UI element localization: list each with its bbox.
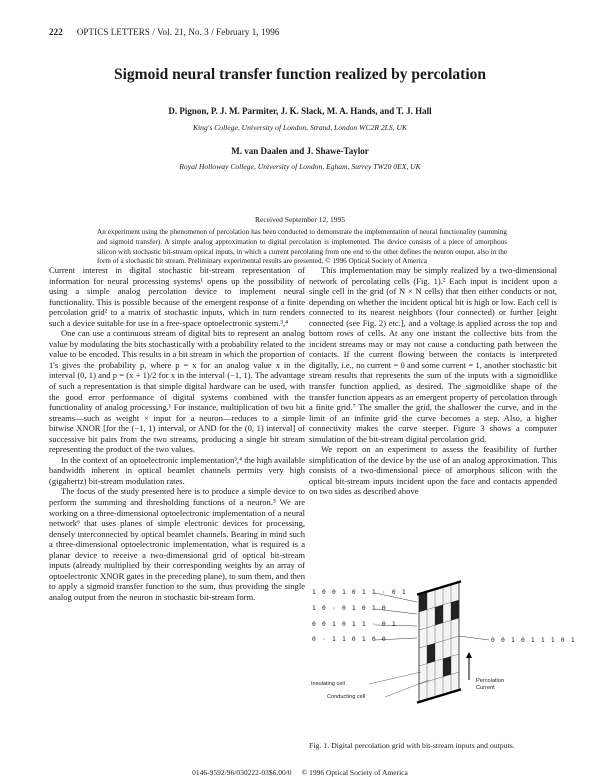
- paragraph: In the context of an optoelectronic implementation³,⁴ the high available bandwidth inherent in optical beamlet channels permits very high (gigahertz) bit-stream modulation rates.: [49, 454, 305, 486]
- right-column: [309, 265, 557, 497]
- author-list-1: D. Pignon, P. J. M. Parmiter, J. K. Slack, M. A. Hands, and T. J. Hall: [168, 106, 432, 116]
- left-column: [49, 265, 305, 603]
- input-stream: 1 0 0 1 0 1 1 · 0 1: [312, 589, 407, 596]
- paragraph: Current interest in digital stochastic bit-stream representation of information for neural processing systems¹ opens up the possibility of using a simple analog percolation device to implement neural functionality. This is possible because of the emergent response of a finite percolation grid² to a matrix of stochastic inputs, which in turn renders such a device suitable for use in a free-space optoelectronic system.³,⁴: [49, 265, 305, 328]
- conducting-cell-label: Conducting cell: [327, 694, 366, 700]
- paragraph: This implementation may be simply realized by a two-dimensional network of percolating cells (Fig. 1).² Each input is incident upon a single cell in the grid (of N × N cells) that then either conducts or not, depending on whether the incident optical bit is high or low. Each cell is connected to its nearest neighbors (four connected) or further [eight connected (see Fig. 2) etc.], and a voltage is applied across the top and bottom rows of cells. At any one instant the collective bits from the incident streams may or may not cause a conducting path between the contacts. If the current flowing between the contacts is interpreted digitally, i.e., no current = 0 and some current = 1, another stochastic bit stream results that represents the sum of the inputs with a sigmoidlike transfer function applied, as desired. The sigmoidlike shape of the transfer function appears as an emergent property of percolation through a finite grid.⁷ The smaller the grid, the shallower the curve, and in the limit of an infinite grid the curve becomes a step. Also, a higher connectivity makes the curve steeper. Figure 3 shows a computer simulation of the bit-stream digital percolation grid.: [309, 265, 557, 444]
- paragraph: We report on an experiment to assess the feasibility of further simplification of the device by the use of an analog approximation. This consists of a two-dimensional piece of amorphous silicon with the optical bit-stream inputs incident upon the face and contacts appended on two sides as described above: [309, 444, 557, 497]
- percolation-current-label: Percolation Current: [476, 678, 504, 691]
- received-date: Received September 12, 1995: [255, 215, 345, 224]
- input-stream: 0 0 1 0 1 1 · 0 1: [312, 621, 397, 628]
- author-list-2: M. van Daalen and J. Shawe-Taylor: [231, 146, 369, 156]
- input-beamlets: [375, 593, 417, 640]
- output-beamlet: [459, 636, 489, 640]
- input-stream: 0 · 1 1 0 1 0 0: [312, 636, 387, 643]
- output-stream: 0 0 1 0 1 1 1 0 1: [491, 637, 576, 644]
- figure-caption: Fig. 1. Digital percolation grid with bit-stream inputs and outputs.: [309, 741, 515, 750]
- input-stream: 1 0 · 0 1 0 1 0: [312, 605, 387, 612]
- article-code: 0146-9592/96/030222-03$6.00/0: [192, 768, 292, 777]
- insulating-cell-label: Insulating cell: [311, 681, 345, 687]
- journal-line: OPTICS LETTERS / Vol. 21, No. 3 / February 1, 1996: [76, 27, 280, 37]
- paragraph: The focus of the study presented here is to produce a simple device to perform the summing and thresholding functions of a neuron.⁵ We are working on a three-dimensional optoelectronic implementation of a neural network⁶ that uses planes of simple electronic devices for processing, densely interconnected by optical beamlet channels. Bearing in mind such a three-dimensional optoelectronic implementation, what is required is a planar device to receive a two-dimensional grid of optical bit-stream inputs (already multiplied by their corresponding weights by an array of optoelectronic XNOR gates in the preceding plane), to sum them, and then to apply a sigmoid transfer function to the sum, thus providing the single analog output from the neuron in stochastic bit-stream form.: [49, 486, 305, 602]
- abstract: An experiment using the phenomenon of percolation has been conducted to demonstrate the implementation of neural functionality (summing and sigmoid transfer). A simple analog approximation to digital percolation is implemented. The device consists of a piece of amorphous silicon with stochastic bit-stream optical inputs, in which a current percolating from one end to the other defines the neuron output, also in the form of a stochastic bit stream. Preliminary experimental results are presented. © 1996 Optical Society of America: [97, 228, 507, 266]
- paragraph: One can use a continuous stream of digital bits to represent an analog value by modulating the bits stochastically with a probability related to the value to be encoded. This results in a bit stream in which the proportion of 1's gives the probability p, where p = x for an analog value x in the interval (0, 1) and p = (x + 1)/2 for x in the interval (−1, 1). The advantage of such a representation is that simple digital hardware can be used, with the good error performance of digital systems combined with the functionality of analog processing.¹ For instance, multiplication of two bit streams—such as weight × input for a neuron—reduces to a simple bitwise XNOR [for the (−1, 1) interval, or AND for the (0, 1) interval] of successive bit pairs from the two streams, producing a single bit stream representing the product of the two values.: [49, 328, 305, 455]
- percolation-grid: [417, 581, 461, 702]
- footer-copyright: © 1996 Optical Society of America: [301, 768, 408, 777]
- running-head: [49, 27, 279, 37]
- percolation-grid-diagram: [309, 580, 557, 730]
- article-title: Sigmoid neural transfer function realized by percolation: [114, 66, 486, 83]
- affiliation-2: Royal Holloway College, University of London, Egham, Surrey TW20 0EX, UK: [179, 162, 421, 171]
- page-number: 222: [49, 27, 63, 37]
- figure-1: [309, 580, 576, 730]
- percolation-current-arrow: [466, 652, 472, 680]
- affiliation-1: King's College, University of London, Strand, London WC2R 2LS, UK: [192, 123, 408, 132]
